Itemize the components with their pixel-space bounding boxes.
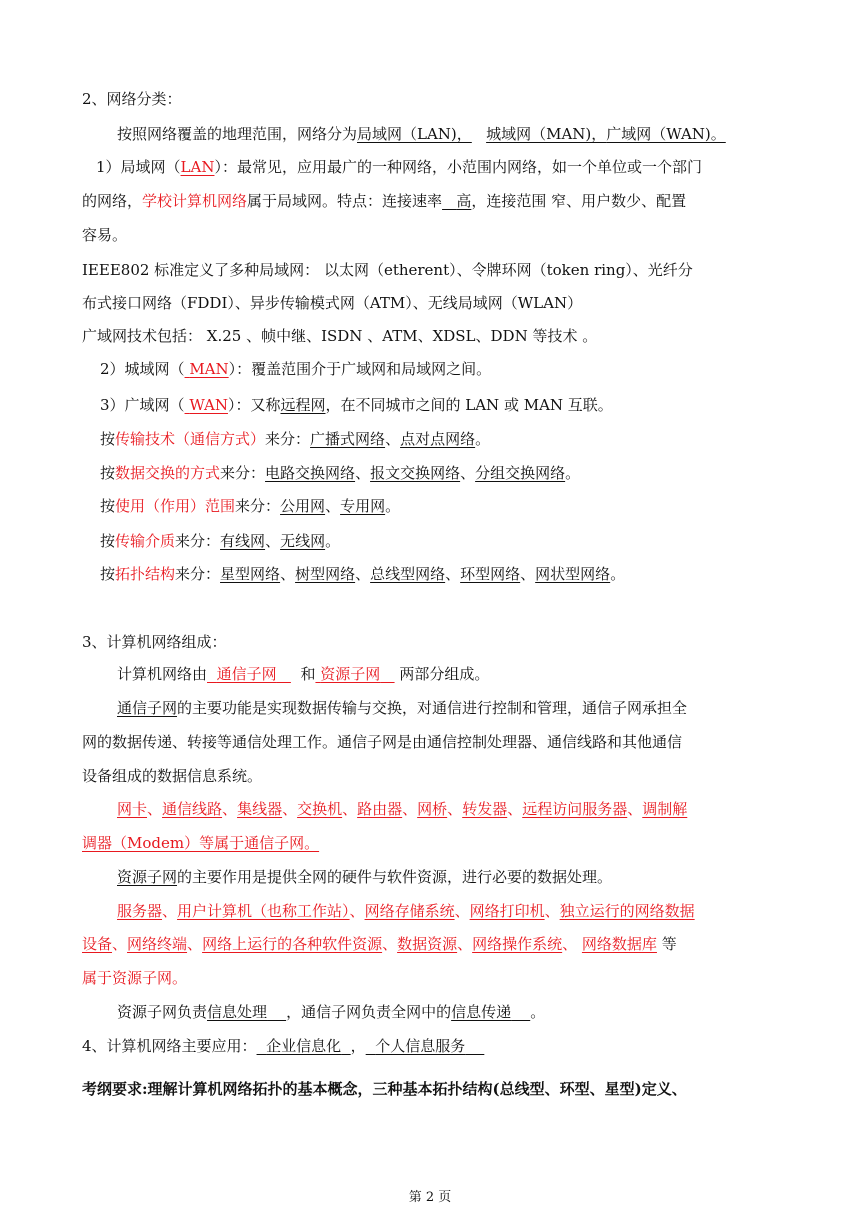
- section2-intro: 按照网络覆盖的地理范围，网络分为局域网（LAN)， 城域网（MAN)，广域网（WAN)。: [117, 125, 726, 143]
- network-composition: 计算机网络由 通信子网 和 资源子网 两部分组成。: [117, 665, 490, 683]
- ieee-line-1: IEEE802 标准定义了多种局域网： 以太网（etherent）、令牌环网（token ring）、光纤分: [82, 261, 693, 279]
- section4-line: 4、计算机网络主要应用： 企业信息化 ， 个人信息服务: [82, 1037, 466, 1055]
- wan-line: 3）广域网（ WAN）：又称远程网，在不同城市之间的 LAN 或 MAN 互联。: [100, 396, 613, 414]
- resource-subnet-items-2: 设备、网络终端、网络上运行的各种软件资源、数据资源、网络操作系统、 网络数据库 等: [82, 935, 677, 953]
- lan-line-2: 的网络，学校计算机网络属于局域网。特点：连接速率 高，连接范围 窄、用户数少、配置: [82, 192, 687, 210]
- resource-subnet-items-1: 服务器、用户计算机（也称工作站）、网络存储系统、网络打印机、独立运行的网络数据: [117, 902, 695, 920]
- comm-subnet-para-1: 通信子网的主要功能是实现数据传输与交换，对通信进行控制和管理，通信子网承担全: [117, 699, 688, 717]
- comm-subnet-para-3: 设备组成的数据信息系统。: [82, 767, 263, 785]
- classify-by-usage: 按使用（作用）范围来分：公用网、专用网。: [100, 497, 401, 515]
- page-number: 第 2 页: [408, 1190, 452, 1205]
- resource-subnet-para: 资源子网的主要作用是提供全网的硬件与软件资源，进行必要的数据处理。: [117, 868, 613, 886]
- man-line: 2）城域网（ MAN）：覆盖范围介于广域网和局域网之间。: [100, 360, 492, 378]
- classify-by-tech: 按传输技术（通信方式）来分：广播式网络、点对点网络。: [100, 430, 491, 448]
- ieee-line-2: 布式接口网络（FDDI）、异步传输模式网（ATM）、无线局域网（WLAN）: [82, 294, 583, 312]
- comm-subnet-devices-1: 网卡、通信线路、集线器、交换机、路由器、网桥、转发器、远程访问服务器、调制解: [117, 800, 688, 818]
- subnet-summary: 资源子网负责信息处理 ，通信子网负责全网中的信息传递 。: [117, 1003, 546, 1021]
- resource-subnet-items-3: 属于资源子网。: [82, 969, 188, 987]
- section3-heading: 3、计算机网络组成：: [82, 633, 227, 651]
- lan-line-3: 容易。: [82, 226, 128, 244]
- wan-tech-line: 广域网技术包括： X.25 、帧中继、ISDN 、ATM、XDSL、DDN 等技术 。: [82, 327, 598, 345]
- comm-subnet-para-2: 网的数据传递、转接等通信处理工作。通信子网是由通信控制处理器、通信线路和其他通信: [82, 733, 683, 751]
- classify-by-topology: 按拓扑结构来分：星型网络、树型网络、总线型网络、环型网络、网状型网络。: [100, 565, 626, 583]
- exam-requirement: 考纲要求:理解计算机网络拓扑的基本概念，三种基本拓扑结构(总线型、环型、星型)定义、: [82, 1080, 687, 1098]
- comm-subnet-devices-2: 调器（Modem）等属于通信子网。: [82, 834, 320, 852]
- classify-by-exchange: 按数据交换的方式来分：电路交换网络、报文交换网络、分组交换网络。: [100, 464, 581, 482]
- section2-heading: 2、网络分类：: [82, 90, 182, 108]
- classify-by-medium: 按传输介质来分：有线网、无线网。: [100, 532, 341, 550]
- lan-line-1: 1）局域网（LAN）：最常见，应用最广的一种网络，小范围内网络，如一个单位或一个部门: [96, 158, 702, 176]
